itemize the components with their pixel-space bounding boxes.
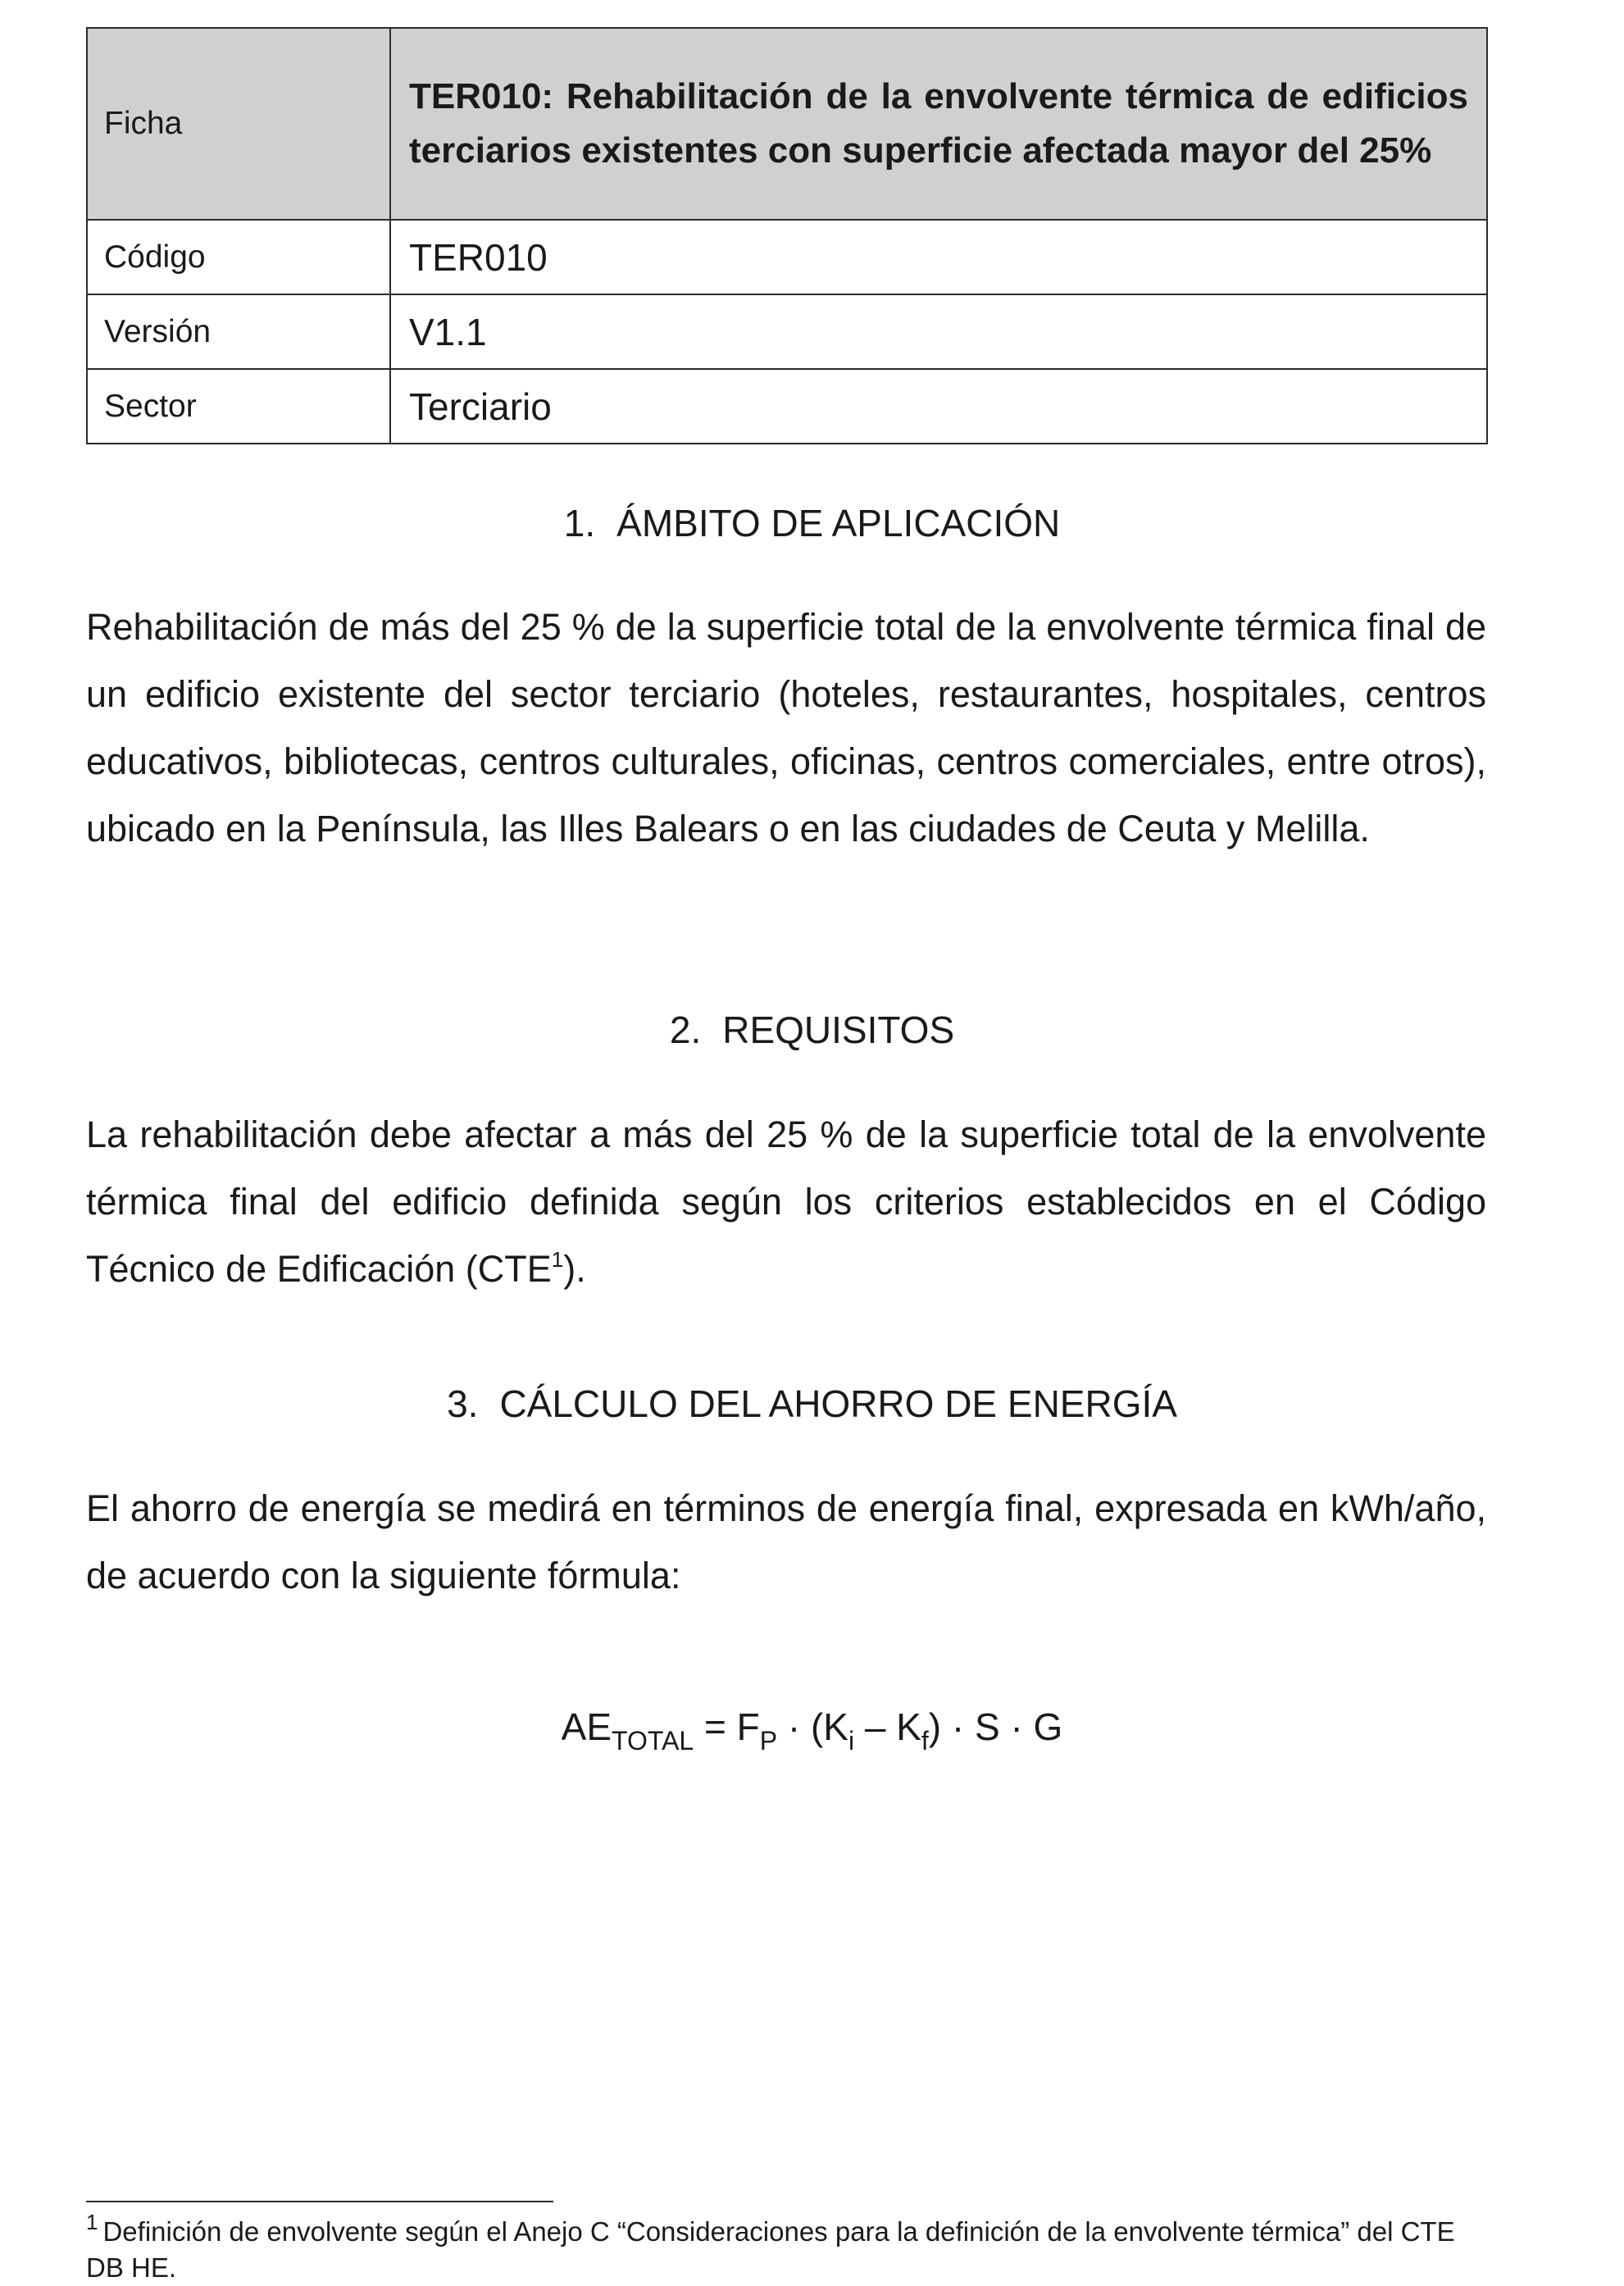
formula-eq: = F: [694, 1705, 760, 1748]
energy-savings-formula: [0, 1702, 1624, 1755]
section-1-number: 1.: [563, 502, 596, 544]
footnote-reference: 1: [551, 1247, 564, 1272]
ficha-title: TER010: Rehabilitación de la envolvente térmica de edificios terciarios existentes con superficie afectada mayor del 25%: [390, 28, 1487, 220]
formula-end: ) · S · G: [928, 1705, 1063, 1748]
footnote-text: Definición de envolvente según el Anejo C “Consideraciones para la definición de la envolvente térmica” del CTE DB HE.: [86, 2216, 1455, 2283]
footnote: [86, 2210, 1486, 2286]
formula-fp-sub: P: [759, 1726, 778, 1755]
section-1-paragraph: Rehabilitación de más del 25 % de la superficie total de la envolvente térmica final de un edificio existente del sector terciario (hoteles, restaurantes, hospitales, centros educativos, bibliotecas, centros culturales, oficinas, centros comerciales, entre otros), ubicado en la Península, las Illes Balears o en las ciudades de Ceuta y Melilla.: [86, 606, 1486, 849]
codigo-value: TER010: [390, 220, 1487, 294]
section-3-paragraph: El ahorro de energía se medirá en términos de energía final, expresada en kWh/año, de acuerdo con la siguiente fórmula:: [86, 1487, 1486, 1596]
section-3-heading: [0, 1381, 1624, 1427]
table-row-codigo: [87, 220, 1487, 294]
codigo-label: Código: [87, 220, 390, 294]
section-3-title: CÁLCULO DEL AHORRO DE ENERGÍA: [499, 1382, 1177, 1425]
formula-minus: – K: [854, 1705, 921, 1748]
ficha-label: Ficha: [87, 28, 390, 220]
section-1-heading: [0, 500, 1624, 546]
sector-label: Sector: [87, 369, 390, 444]
table-row-version: [87, 294, 1487, 369]
table-row-sector: [87, 369, 1487, 444]
section-3-number: 3.: [447, 1382, 479, 1425]
ficha-table: [86, 27, 1488, 444]
formula-ae: AE: [561, 1705, 612, 1748]
section-2-heading: [0, 1007, 1624, 1053]
section-1-title: ÁMBITO DE APLICACIÓN: [616, 502, 1061, 544]
section-2-paragraph: [86, 1101, 1486, 1303]
version-label: Versión: [87, 294, 390, 369]
ficha-header-row: [87, 28, 1487, 220]
version-value: V1.1: [390, 294, 1487, 369]
section-2-title: REQUISITOS: [722, 1009, 955, 1051]
formula-ae-sub: TOTAL: [612, 1726, 694, 1755]
footnote-divider: [86, 2201, 553, 2202]
section-2-text: La rehabilitación debe afectar a más del 25 % de la superficie total de la envolvente térmica final del edificio definida según los criterios establecidos en el Código Técnico de Edificación (CTE: [86, 1113, 1486, 1290]
formula-kf-sub: f: [921, 1726, 929, 1755]
formula-ki-sub: i: [848, 1726, 855, 1755]
formula-mid: · (K: [777, 1705, 848, 1748]
section-2-number: 2.: [669, 1009, 702, 1051]
footnote-number: 1: [86, 2210, 98, 2234]
sector-value: Terciario: [390, 369, 1487, 444]
section-2-text-end: ).: [563, 1248, 586, 1290]
